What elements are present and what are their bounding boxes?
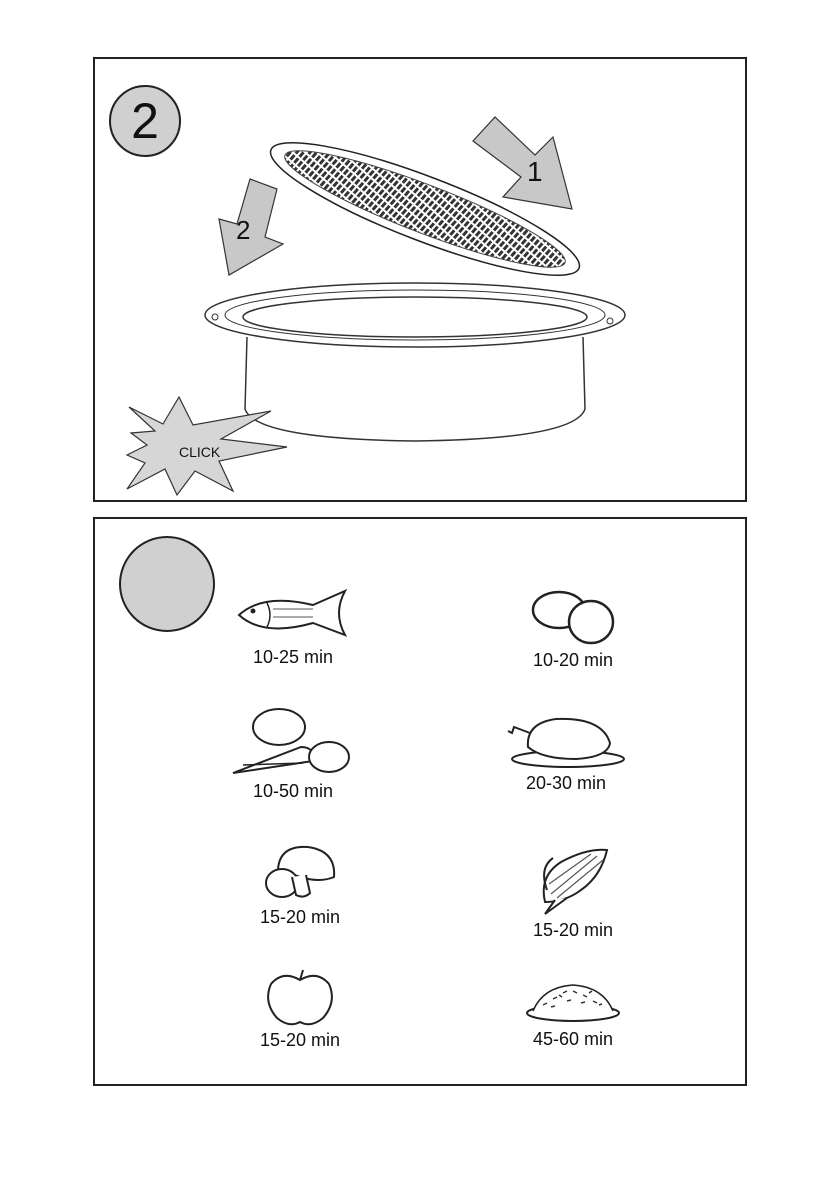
chicken-icon [506,711,626,769]
steamer-grate [259,120,590,298]
food-item-chicken [498,711,634,794]
apple-icon [263,968,337,1026]
arrow-1-label: 1 [527,156,543,187]
cooking-time: 15-20 min [532,920,614,940]
cooking-time: 15-20 min [259,907,341,927]
food-item-fish [228,585,358,668]
food-item-eggs [508,588,638,671]
food-item-apple [245,968,355,1051]
food-item-rice [508,977,638,1050]
cooking-time: 10-20 min [532,650,614,670]
cooking-time: 10-50 min [252,781,334,801]
arrow-1 [473,117,572,209]
arrow-2 [219,179,283,275]
cooking-times-panel [93,517,747,1086]
cooking-time: 20-30 min [525,773,607,793]
click-label: CLICK [179,444,221,460]
cooking-time: 10-25 min [252,647,334,667]
step-number-badge [119,536,215,632]
vegetables-icon [231,705,355,777]
assembly-panel [93,57,747,502]
steamer-bowl [205,283,625,441]
cooking-time: 15-20 min [259,1030,341,1050]
food-item-mushroom [245,843,355,928]
cooking-time: 45-60 min [532,1029,614,1049]
arrow-2-label: 2 [236,215,251,245]
eggs-icon [527,588,619,646]
food-item-corn [518,846,628,941]
step-number: 2 [131,93,159,149]
corn-icon [531,846,615,916]
steamer-assembly-illustration [95,59,745,500]
food-item-vegetables [228,705,358,802]
mushroom-icon [260,843,340,903]
fish-icon [233,585,353,643]
rice-icon [523,977,623,1025]
